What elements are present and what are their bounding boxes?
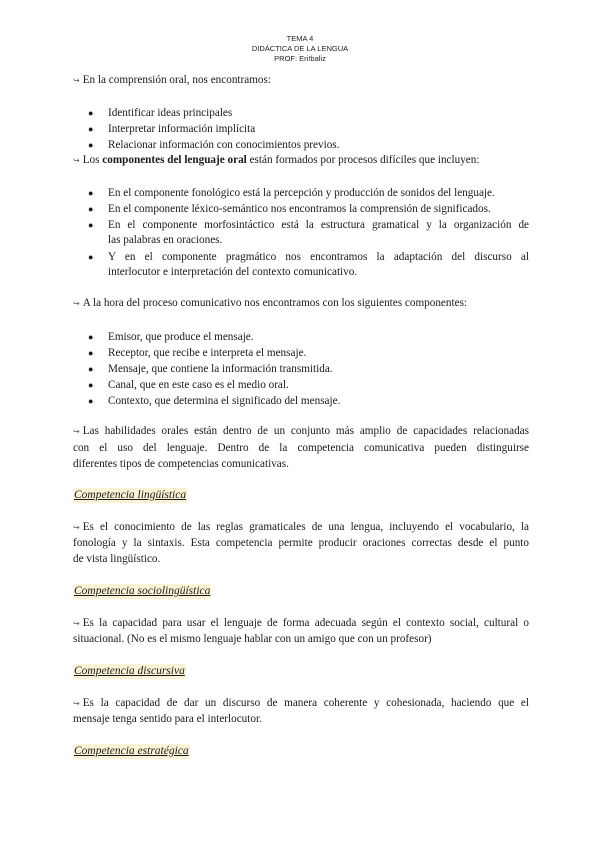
header-topic: TEMA 4 (286, 34, 314, 43)
paragraph-line: fonología y la sintaxis. Esta competencia permite producir oraciones correctas desde el punto (73, 537, 529, 549)
bullet-icon: ● (88, 188, 94, 198)
arrow-icon: ↪ (73, 619, 80, 628)
bullet-icon: ● (88, 332, 94, 342)
list-item: Identificar ideas principales (108, 107, 233, 119)
bullet-icon: ● (88, 108, 94, 118)
habilidades-line: diferentes tipos de competencias comunicativas. (73, 458, 289, 470)
bullet-icon: ● (88, 220, 94, 230)
bullet-icon: ● (88, 252, 94, 262)
heading-competencia-sociolinguistica: Competencia sociolingüística (74, 585, 211, 597)
list-item: Contexto, que determina el significado del mensaje. (108, 395, 341, 407)
bullet-icon: ● (88, 124, 94, 134)
list-item: Y en el componente pragmático nos encontramos la adaptación del discurso al (108, 251, 529, 263)
list-item: Relacionar información con conocimientos previos. (108, 139, 340, 151)
heading-competencia-linguistica: Competencia lingüística (74, 489, 187, 501)
habilidades-line: con el uso del lenguaje. Dentro de la competencia comunicativa pueden distinguirse (73, 442, 529, 454)
bullet-icon: ● (88, 140, 94, 150)
list-item: Receptor, que recibe e interpreta el mensaje. (108, 347, 307, 359)
list-item: En el componente fonológico está la percepción y producción de sonidos del lenguaje. (108, 187, 495, 199)
componentes-intro: ↪ Los componentes del lenguaje oral están formados por procesos difíciles que incluyen: (73, 154, 480, 166)
paragraph-line: ↪ Es la capacidad de dar un discurso de manera coherente y cohesionada, haciendo que el (73, 697, 529, 709)
paragraph-line: de vista lingüístico. (73, 553, 161, 565)
bullet-icon: ● (88, 204, 94, 214)
bullet-icon: ● (88, 364, 94, 374)
paragraph-line: ↪ Es el conocimiento de las reglas gramaticales de una lengua, incluyendo el vocabulario, la (73, 521, 529, 533)
header-professor: PROF: Eri!baliz (274, 54, 326, 63)
proceso-intro: ↪ A la hora del proceso comunicativo nos encontramos con los siguientes componentes: (73, 297, 468, 309)
list-item: Mensaje, que contiene la información transmitida. (108, 363, 333, 375)
bullet-icon: ● (88, 380, 94, 390)
arrow-icon: ↪ (73, 156, 80, 165)
paragraph-line: mensaje tenga sentido para el interlocutor. (73, 713, 262, 725)
bullet-icon: ● (88, 348, 94, 358)
paragraph-line: situacional. (No es el mismo lenguaje hablar con un amigo que con un profesor) (73, 633, 432, 645)
arrow-icon: ↪ (73, 76, 80, 85)
bullet-icon: ● (88, 396, 94, 406)
list-item: En el componente léxico-semántico nos encontramos la comprensión de significados. (108, 203, 491, 215)
habilidades-line: ↪ Las habilidades orales están dentro de un conjunto más amplio de capacidades relacionadas (73, 425, 529, 437)
arrow-icon: ↪ (73, 523, 80, 532)
list-item: Emisor, que produce el mensaje. (108, 331, 254, 343)
paragraph-line: ↪ Es la capacidad para usar el lenguaje de forma adecuada según el contexto social, cultural o (73, 617, 529, 629)
list-item-continuation: las palabras en oraciones. (108, 234, 223, 246)
list-item: Interpretar información implícita (108, 123, 256, 135)
header-subject: DIDÁCTICA DE LA LENGUA (251, 44, 349, 53)
bold-term: componentes del lenguaje oral (102, 154, 247, 166)
oral-intro: ↪ En la comprensión oral, nos encontramos: (73, 74, 271, 86)
document-header (0, 34, 600, 64)
list-item-continuation: interlocutor e interpretación del contexto comunicativo. (108, 266, 358, 278)
arrow-icon: ↪ (73, 299, 80, 308)
heading-competencia-estrategica: Competencia estratégica (74, 745, 189, 757)
arrow-icon: ↪ (73, 699, 80, 708)
list-item: En el componente morfosintáctico está la estructura gramatical y la organización de (108, 219, 529, 231)
list-item: Canal, que en este caso es el medio oral. (108, 379, 289, 391)
arrow-icon: ↪ (73, 427, 80, 436)
heading-competencia-discursiva: Competencia discursiva (74, 665, 185, 677)
